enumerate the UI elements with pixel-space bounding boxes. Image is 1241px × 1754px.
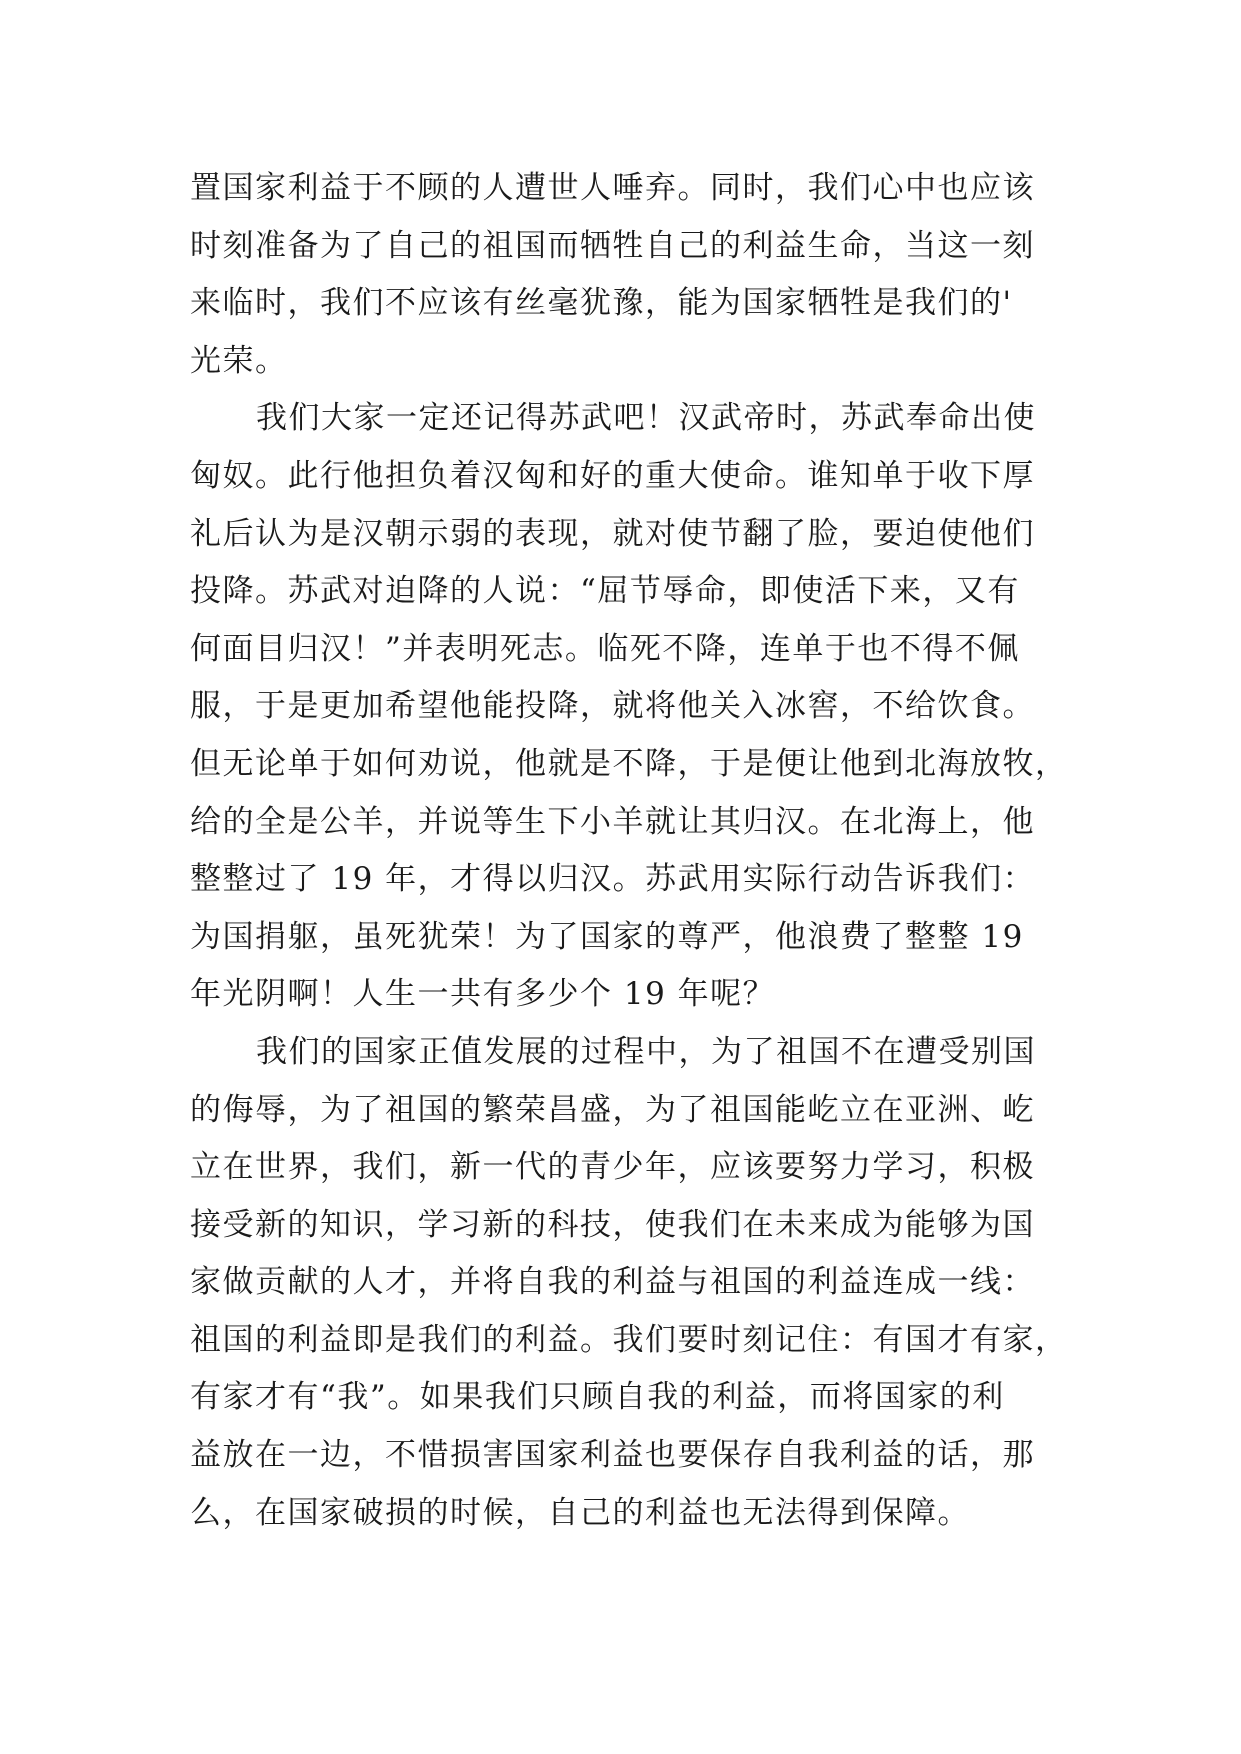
text-line: 整整过了 19 年，才得以归汉。苏武用实际行动告诉我们： [190, 861, 1036, 898]
text-line: 置国家利益于不顾的人遭世人唾弃。同时，我们心中也应该 [190, 170, 1035, 206]
text-line: 时刻准备为了自己的祖国而牺牲自己的利益生命，当这一刻 [190, 227, 1035, 264]
text-line: 益放在一边，不惜损害国家利益也要保存自我利益的话，那 [190, 1437, 1035, 1474]
text-line: 来临时，我们不应该有丝毫犹豫，能为国家牺牲是我们的' [190, 285, 1013, 322]
body-text [190, 160, 1070, 1542]
paragraph-first-line: 我们大家一定还记得苏武吧！汉武帝时，苏武奉命出使 [256, 400, 1036, 437]
paragraph-first-line: 我们的国家正值发展的过程中，为了祖国不在遭受别国 [256, 1033, 1036, 1070]
text-line: 立在世界，我们，新一代的青少年，应该要努力学习，积极 [190, 1149, 1035, 1186]
text-line: 么，在国家破损的时候，自己的利益也无法得到保障。 [190, 1494, 970, 1531]
text-line: 投降。苏武对迫降的人说：“屈节辱命，即使活下来，又有 [190, 573, 1020, 610]
text-line: 年光阴啊！人生一共有多少个 19 年呢？ [190, 976, 776, 1013]
text-line: 光荣。 [190, 342, 288, 379]
text-line: 但无论单于如何劝说，他就是不降，于是便让他到北海放牧， [190, 745, 1068, 782]
text-line: 何面目归汉！”并表明死志。临死不降，连单于也不得不佩 [190, 630, 1020, 667]
text-line: 匈奴。此行他担负着汉匈和好的重大使命。谁知单于收下厚 [190, 457, 1035, 494]
text-line: 家做贡献的人才，并将自我的利益与祖国的利益连成一线： [190, 1264, 1035, 1301]
text-line: 给的全是公羊，并说等生下小羊就让其归汉。在北海上，他 [190, 803, 1035, 840]
text-line: 祖国的利益即是我们的利益。我们要时刻记住：有国才有家， [190, 1321, 1068, 1358]
text-line: 服，于是更加希望他能投降，就将他关入冰窖，不给饮食。 [190, 688, 1035, 725]
text-line: 的侮辱，为了祖国的繁荣昌盛，为了祖国能屹立在亚洲、屹 [190, 1091, 1035, 1128]
text-line: 有家才有“我”。如果我们只顾自我的利益，而将国家的利 [190, 1379, 1005, 1416]
text-line: 礼后认为是汉朝示弱的表现，就对使节翻了脸，要迫使他们 [190, 515, 1035, 552]
text-line: 接受新的知识，学习新的科技，使我们在未来成为能够为国 [190, 1206, 1035, 1243]
text-line: 为国捐躯，虽死犹荣！为了国家的尊严，他浪费了整整 19 [190, 918, 1024, 955]
